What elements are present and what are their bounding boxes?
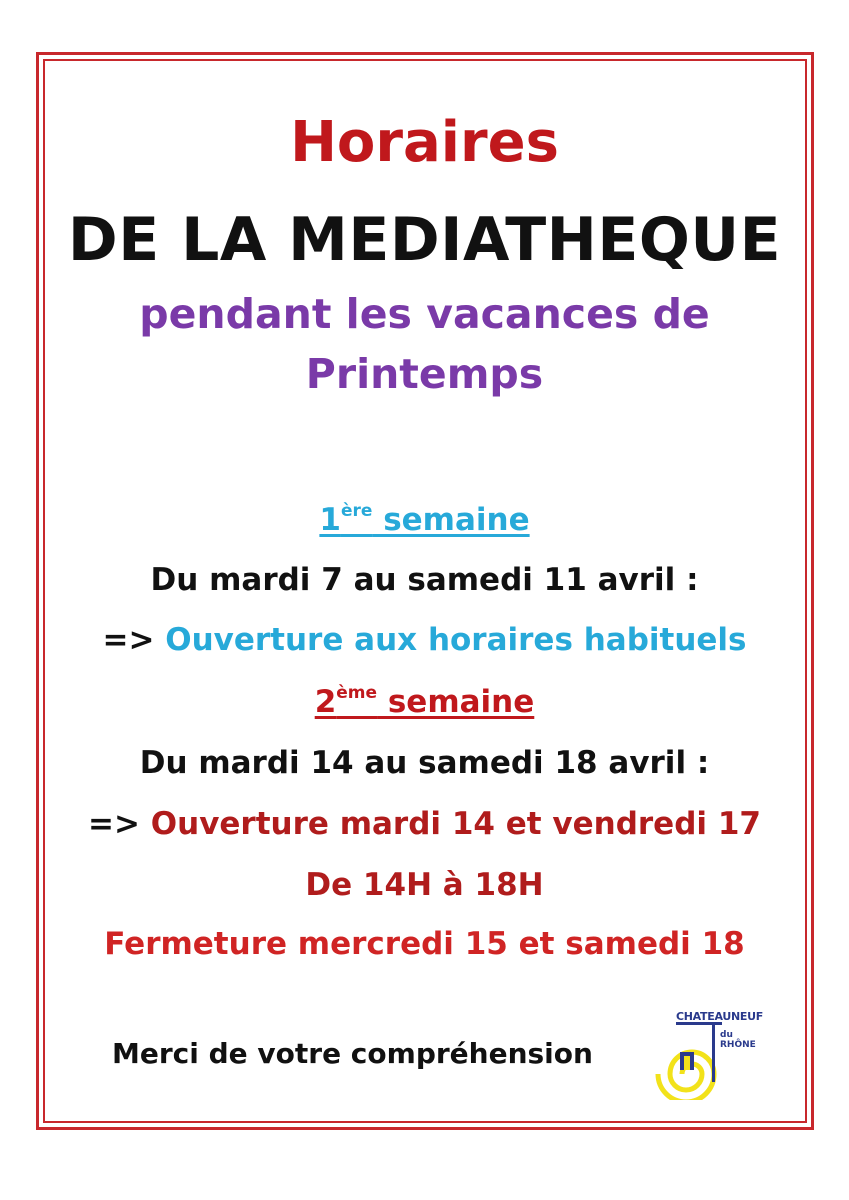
logo-swirl-icon (652, 1010, 762, 1100)
thanks-message: Merci de votre compréhension (112, 1037, 593, 1070)
week-1-info (0, 622, 849, 658)
week-1-info-text: Ouverture aux horaires habituels (154, 622, 747, 658)
week-1-dates: Du mardi 7 au samedi 11 avril : (150, 562, 699, 598)
week-1-number: 1 (319, 502, 341, 538)
week-2-number: 2 (314, 684, 337, 720)
logo-text-neuf: NEUF (730, 1010, 763, 1023)
subtitle-line-2: Printemps (305, 350, 544, 398)
week-2-heading (0, 684, 849, 720)
week-1-arrow: => (102, 622, 155, 658)
title-mediatheque: DE LA MEDIATHEQUE (67, 205, 782, 275)
week-2-closing: Fermeture mercredi 15 et samedi 18 (104, 926, 745, 962)
chateauneuf-du-rhone-logo (652, 1010, 762, 1100)
week-2-label: semaine (377, 684, 535, 720)
logo-text-side: du RHÔNE (720, 1030, 756, 1050)
week-2-hours: De 14H à 18H (305, 867, 544, 903)
week-1-ordinal: ère (340, 500, 373, 521)
week-1-label: semaine (372, 502, 530, 538)
week-2-ordinal: ème (336, 682, 378, 703)
week-2-dates: Du mardi 14 au samedi 18 avril : (139, 745, 710, 781)
week-2-arrow: => (88, 806, 140, 842)
week-2-info (0, 806, 849, 842)
title-horaires: Horaires (290, 110, 559, 175)
week-1-heading (0, 502, 849, 538)
logo-text-chateau: CHATEAU (676, 1010, 731, 1023)
subtitle-line-1: pendant les vacances de (139, 290, 710, 338)
week-2-info-text: Ouverture mardi 14 et vendredi 17 (139, 806, 761, 842)
logo-text-top (676, 1010, 763, 1023)
